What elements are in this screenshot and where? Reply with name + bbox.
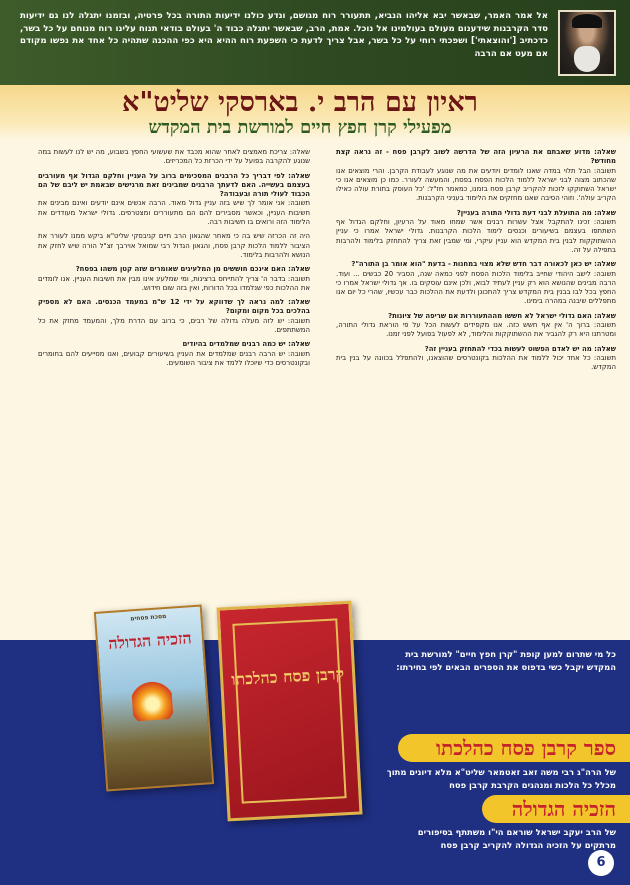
book-cover-hazechiya: [94, 604, 214, 791]
promo-ribbon-1: [398, 734, 630, 762]
question: שאלה: האם גדולי ישראל לא חששו מההתעוררות אם שריפה של ציונות?: [388, 311, 616, 320]
answer: תשובה: כל אחד יכול ללמוד את ההלכות בקונטרסים שהוצאנו, ולהתפלל בכוונה על בנין בית המקדש.: [336, 353, 616, 372]
qa-block: [38, 340, 310, 368]
question: שאלה: מה יש לאדם הפשוט לעשות בכדי להתחזק בעניין זה?: [424, 344, 616, 353]
question: שאלה: מדוע שאבתם את הרעיון הזה של הדרשה לשוב לקרבן פסח - זה נראה קצת מחודש?: [336, 148, 616, 166]
article-column-right: [336, 148, 616, 638]
promo-title: ספר קרבן פסח כהלכתו: [435, 736, 616, 760]
promo-intro-text: כל מי שתרום למען קופת "קרן חפץ חיים" למורשת בית המקדש יקבל כשי בדפוס את הספרים הבאים לפי בחירתו:: [396, 649, 616, 672]
book-cover-frame: [232, 618, 346, 803]
qa-block: [38, 232, 310, 260]
page-number: 6: [588, 850, 614, 876]
promo-description: של הרה"ג רבי משה זאב זאטמאר שליט"א מלא דיונים מתוך מכלל כל הלכות ומנהגים הקרבת קרבן פסח: [386, 767, 616, 790]
answer: היה זה הכרזה שיש בה כי מאחר שהגאון הרב חיים קניבסקי שליט"א ביקש ממנו לעורר את הציבור ללמוד הלכות קרבן פסח, והגאון הגדול רבי שמואל אוירבך זצ"ל הורה שיש לחזק את הנושא ולהרבות בלימוד.: [38, 232, 310, 259]
qa-block: [336, 209, 616, 255]
qa-block: [38, 148, 310, 167]
question: שאלה: יש כמה רבנים שמלמדים בהיודים: [182, 340, 310, 349]
opening-quote: אל אמר האמר, שבאשר יבא אליהו הנביא, תתעורר רוח מגושם, ונדע כולנו ידיעות התורה בכל פרטיה, ובזמנו יתגלה לנו גם ידיעות סדר הקרבנות שידענום מעולם בעולמינו אל נוכל. אמת, הרב, שבאשר יתגלה כבוד ה' בעולם בודאי תנוח עלינו רוח מנוחם על כל בשר, כדכתיב ['והוצאתי'] ושפכתי רוחי על כל בשר, אבל צריך לדעת כי השפעת רוח ההיא היא כפי ההכנה שתהיה כל אחד את נפשו מקודם אם מעט אם הרבה: [20, 11, 548, 59]
answer: תשובה: לישב היהודי שחייב בלימוד הלכות הפסח לפני כמאה שנה, הסביר 20 כבשים ... ועוד. הרבה מבינים שהנושא הוא רק עניין לעתיד לבוא, ולכן אינם עוסקים בו. אך גדולי ישראל אמרו כי החפץ בכל לבו בבנין בית המקדש צריך להתכונן ולדעת את ההלכות כבר עכשיו, שהרי כל יום אנו מתפללים שיבנה במהרה בימינו.: [336, 269, 616, 306]
answer: תשובה: יש לזה מעלה גדולה של רבים, כי ברוב עם הדרת מלך, והמעמד מחזק את כל המשתתפים.: [38, 316, 310, 335]
book-cover-title: קרבן פסח כהלכתו: [230, 664, 345, 689]
qa-block: [38, 172, 310, 228]
promo-description: של הרב יעקב ישראל שוראם הי"ו משתתף בסיפורים מרתקים על הזכיה הגדולה להקריב קרבן פסח: [417, 827, 616, 850]
qa-block: [336, 260, 616, 306]
question: שאלה: מה התועלת לבני דעת גדולי התורה בעניין?: [456, 208, 616, 217]
qa-block: [336, 312, 616, 340]
qa-block: [336, 345, 616, 373]
book-cover-label: מסכת פסחים: [130, 612, 167, 623]
portrait-beard: [574, 46, 600, 72]
question: שאלה: לפי דבריך כל הרבנים המסכימים ברוב על העניין וחלקם הגדול אף מעורבים בעצמם בעשייה. האם לדעתך הרבנים שמבינים זאת מרגישים שבאמת יש ליבם של הם הכבוד לעולי תורה ובעבודה?: [38, 171, 310, 199]
article-subtitle: מפעילי קרן חפץ חיים למורשת בית המקדש: [148, 117, 452, 138]
rabbi-portrait: [558, 10, 616, 76]
answer: תשובה: בדבר ה' צריך להתייחס ברצינות, ומי שמלעיג אינו מבין את חשיבות העניין. אנו לומדים את ההלכות כפי שנלמדו בכל הדורות, ואין בזה שום חידוש.: [38, 274, 310, 292]
qa-block: [38, 265, 310, 293]
question: שאלה: למה נראה לך שדווקא על ידי 12 ש"מ במעמד הכנסים. האם לא מספיק בהלכים בכל מקום ומקום?: [38, 298, 311, 316]
answer: תשובה: הבל תלוי במדה שאנו לומדים ויודעים את מה שנוגע לעבודת הקרבן. והרי מוצאים אנו שהכתוב מצוה לבני ישראל ללמוד הלכות הפסח בפסח, והמעשה לעורר. כמו כן מוצאים אנו כי ישראל השתוקקו לזכות להקריב קרבן פסח בזמנו, כמאמר חז"ל: 'כל העוסק בתורת עולה כאילו הקריב עולה'. וזוהי הסיבה שאנו מחזקים את הלימוד בעניני הקרבנות.: [336, 166, 616, 203]
answer: שאלה: צריכת מאמצים לאחר שהוא מכבד את שעשועי החפץ בשבוע, מה יש לנו לעשות במה שנוגע להקרבה בפועל על ידי הכרזת כל המכריזים.: [38, 148, 310, 166]
article-column-left: [38, 148, 310, 626]
question: שאלה: האם אינכם חוששים מן המלעיגים שאומרים שזה קטן משהו בפסח?: [75, 265, 310, 274]
altar-fire-icon: [131, 679, 174, 722]
qa-block: [336, 148, 616, 204]
book-cover-korban-pesach: [216, 601, 362, 822]
book-cover-title: הזכיה הגדולה: [107, 628, 193, 654]
question: שאלה: יש כאן לכאורה דבר חדש שלא מצוי במחנות - בדעת "הוא אומר בן התורה"?: [351, 260, 616, 269]
answer: תשובה: יש הרבה רבנים שמלמדים את העניין בשיעורים קבועים, ואנו מסייעים להם בחומרים ובקונטרסים כדי שיוכלו ללמד את ציבור השומעים.: [38, 349, 310, 367]
article-title: ראיון עם הרב י. בארסקי שליט"א: [122, 87, 478, 118]
answer: תשובה: אני אומר לך שיש בזה עניין גדול מאוד. הרבה אנשים אינם יודעים ואינם מבינים את חשיבות העניין, וכאשר מסבירים להם הם מתעוררים ומצטרפים. גדולי ישראל מעודדים את הלימוד הזה ורואים בו חשיבות רבה.: [38, 199, 310, 227]
answer: תשובה: זכינו להתקבל אצל עשרות רבנים אשר שמחו מאוד על הרעיון, וחלקם הגדול אף השתתפו בעצמם בשיעורים וכנסים לימוד הלכות הקרבנות. גדולי ישראל אמרו כי עניין ההשתוקקות לבנין בית המקדש הוא עניין עיקרי, ומי שמבין זאת צריך להתחזק בלימוד ולהרבות בתפילה על זה.: [336, 218, 616, 254]
portrait-hat: [572, 14, 602, 28]
promo-ribbon-2: [482, 795, 630, 823]
answer: תשובה: ברוך ה' אין אף חשש כזה. אנו מקפידים לעשות הכל על פי הוראת גדולי התורה, ומטרתנו היא רק להגביר את ההשתוקקות והלימוד, לא לפעול בפועל לפני זמנו.: [336, 321, 616, 339]
promo-title: הזכיה הגדולה: [511, 797, 616, 821]
qa-block: [38, 298, 310, 335]
